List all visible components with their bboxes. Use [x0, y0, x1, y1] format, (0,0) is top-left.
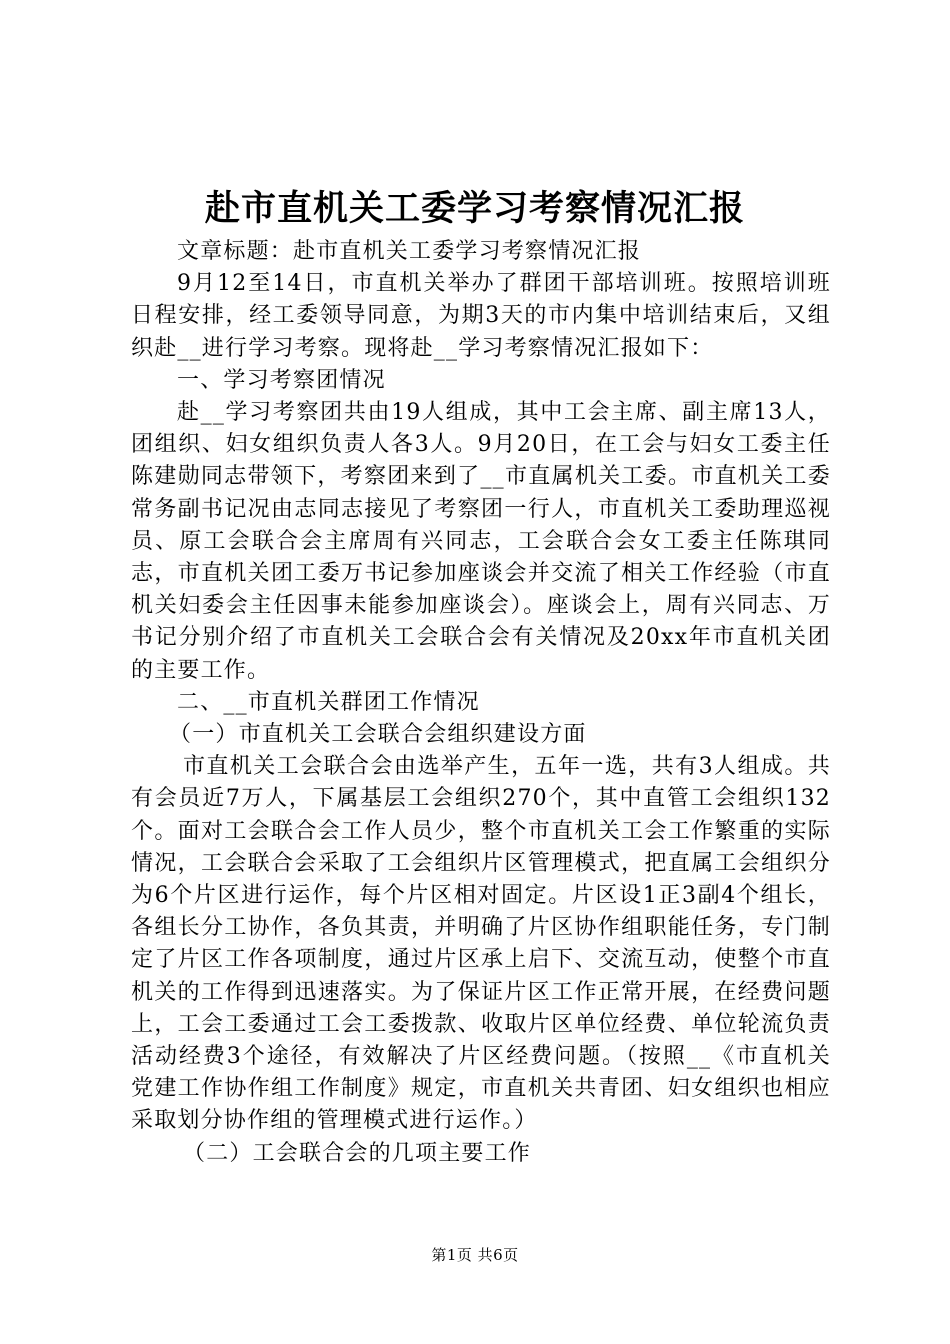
article-heading-line: 文章标题：赴市直机关工委学习考察情况汇报 — [177, 239, 642, 264]
section-heading-1: 一、学习考察团情况 — [177, 367, 386, 393]
document-body — [131, 236, 831, 1170]
intro-paragraph: 9月12至14日，市直机关举办了群团干部培训班。按照培训班日程安排，经工委领导同意，为期3天的市内集中培训结束后，又组织赴__进行学习考察。现将赴__学习考察情况汇报如下： — [131, 271, 831, 361]
subsection-1-paragraph: 市直机关工会联合会由选举产生，五年一选，共有3人组成。共有会员近7万人，下属基层工会组织270个，其中直管工会组织132个。面对工会联合会工作人员少，整个市直机关工会工作繁重的实际情况，工会联合会采取了工会组织片区管理模式，把直属工会组织分为6个片区进行运作，每个片区相对固定。片区设1正3副4个组长，各组长分工协作，各负其责，并明确了片区协作组职能任务，专门制定了片区工作各项制度，通过片区承上启下、交流互动，使整个市直机关的工作得到迅速落实。为了保证片区工作正常开展，在经费问题上，工会工委通过工会工委拨款、收取片区单位经费、单位轮流负责活动经费3个途径，有效解决了片区经费问题。（按照__《市直机关党建工作协作组工作制度》规定，市直机关共青团、妇女组织也相应采取划分协作组的管理模式进行运作。） — [131, 754, 831, 1134]
subsection-heading-2: （二）工会联合会的几项主要工作 — [183, 1140, 532, 1166]
section-heading-2: 二、__市直机关群团工作情况 — [177, 689, 480, 715]
subsection-heading-1: （一）市直机关工会联合会组织建设方面 — [169, 722, 587, 748]
section-1-paragraph: 赴__学习考察团共由19人组成，其中工会主席、副主席13人，团组织、妇女组织负责人各3人。9月20日，在工会与妇女工委主任陈建勋同志带领下，考察团来到了__市直属机关工委。市直机关工委常务副书记况由志同志接见了考察团一行人，市直机关工委助理巡视员、原工会联合会主席周有兴同志，工会联合会女工委主任陈琪同志，市直机关团工委万书记参加座谈会并交流了相关工作经验（市直机关妇委会主任因事未能参加座谈会）。座谈会上，周有兴同志、万书记分别介绍了市直机关工会联合会有关情况及20xx年市直机关团的主要工作。 — [131, 400, 831, 683]
document-title: 赴市直机关工委学习考察情况汇报 — [204, 188, 745, 229]
page-footer: 第1页 共6页 — [431, 1246, 519, 1264]
